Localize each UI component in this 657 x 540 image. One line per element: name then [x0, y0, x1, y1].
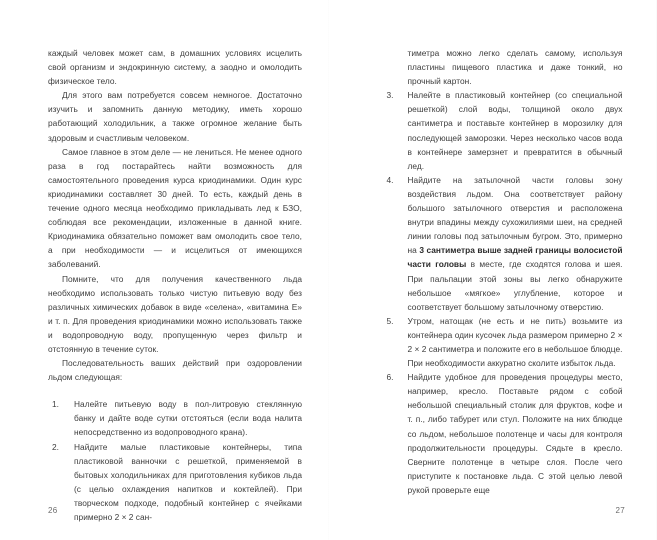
list-item-text: Утром, натощак (не есть и не пить) возьмите из контейнера один кусочек льда размером примерно 2 × 2 × 2 сантиметра и положите его в небольшое блюдце. При необходимости аккуратно сколите избыток льда. — [407, 315, 623, 369]
list-item-text-after-bold: в месте, где сходятся голова и шея. При пальпации этой зоны вы легко обнаружите небольшое «мягкое» углубление, которое и соответствует большому затылочному отверстию. — [407, 259, 623, 312]
list-item-text-before-bold: Найдите на затылочной части головы зону воздействия льдом. Она соответствует району большого затылочного отверстия и расположена внутри впадины между сухожилиями шеи, на средней линии головы под затылочным бугром. Это, примерно на — [407, 174, 623, 256]
list-item-text: Найдите малые пластиковые контейнеры, типа пластиковой ванночки с решеткой, применяемой в бытовых холодильниках для приготовления кубиков льда (с целью охлаждения напитков и коктейлей). При творческом подходе, подобный контейнер с ячейками примерно 2 × 2 сан- — [74, 441, 302, 522]
page-number-right: 27 — [615, 506, 625, 515]
right-page — [329, 0, 657, 540]
paragraph: Последовательность ваших действий при оздоровлении льдом следующая: — [48, 358, 302, 383]
list-item-number: 5. — [386, 315, 394, 326]
list-item-number: 4. — [386, 174, 394, 185]
list-item — [387, 370, 623, 497]
list-item-number: 3. — [386, 90, 394, 101]
list-item-text: Налейте питьевую воду в пол-литровую стеклянную банку и дайте воде сутки отстояться (если вода налита непосредственно из водопроводного крана). — [74, 399, 302, 438]
paragraph: Помните, что для получения качественного льда необходимо использовать только чистую питьевую воду без различных химических добавок в виде «селена», «витамина Е» и т. п. Для проведения криодинамики можно использовать также и водопроводную воду, пропущенную через фильтр и отстоянную в течение суток. — [48, 273, 302, 354]
list-item-number: 1. — [52, 399, 59, 410]
list-item — [387, 314, 623, 370]
list-item — [387, 173, 623, 314]
right-page-text-column — [387, 46, 623, 497]
numbered-step-list — [387, 88, 623, 497]
list-item-number: 2. — [52, 441, 59, 452]
list-item — [387, 88, 623, 173]
list-item-text: Налейте в пластиковый контейнер (со специальной решеткой) слой воды, толщиной около двух сантиметра и поставьте контейнер в морозилку для последующей заморозки. Через несколько часов вода в контейнере замерзнет и превратится в обычный лед. — [407, 90, 623, 171]
paragraph: каждый человек может сам, в домашних условиях исцелить свой организм и эндокринную систему, а заодно и омолодить физическое тело. — [48, 48, 302, 87]
list-item-number: 6. — [386, 372, 394, 383]
continuation-paragraph: тиметра можно легко сделать самому, используя пластины пищевого пластика и даже тонкий, но прочный картон. — [407, 48, 623, 87]
paragraph: Для этого вам потребуется совсем немногое. Достаточно изучить и запомнить данную методику, иметь хорошо работающий холодильник, а также огромное желание быть здоровым и счастливым человеком. — [48, 90, 302, 143]
list-item — [48, 440, 302, 525]
page-number-left: 26 — [48, 506, 58, 515]
left-page-text-column — [48, 46, 302, 524]
list-item-text: Найдите удобное для проведения процедуры место, например, кресло. Поставьте рядом с собой небольшой специальный столик для фруктов, кофе и т. п., либо табурет или стул. Положите на них блюдце со льдом, небольшое полотенце и часы для контроля продолжительности процедуры. Сядьте в кресло. Сверните полотенце в четыре слоя. После чего приступите к постановке льда. С этой целью левой рукой проверьте еще — [407, 372, 623, 495]
numbered-step-list — [48, 397, 302, 524]
list-item — [48, 397, 302, 439]
paragraph: Самое главное в этом деле — не лениться. Не менее одного раза в год постарайтесь найти возможность для самостоятельного проведения курса криодинамики. Один курс криодинамики составляет 30 дней. То есть, каждый день в течение одного месяца необходимо прикладывать лед к БЗО, соблюдая все рекомендации, изложенные в данной книге. Криодинамика обязательно поможет вам омолодить свое тело, а при необходимости — и исцелиться от имеющихся заболеваний. — [48, 146, 302, 270]
list-item-bold-emphasis: 3 сантиметра выше задней границы волосистой части головы — [407, 245, 623, 270]
